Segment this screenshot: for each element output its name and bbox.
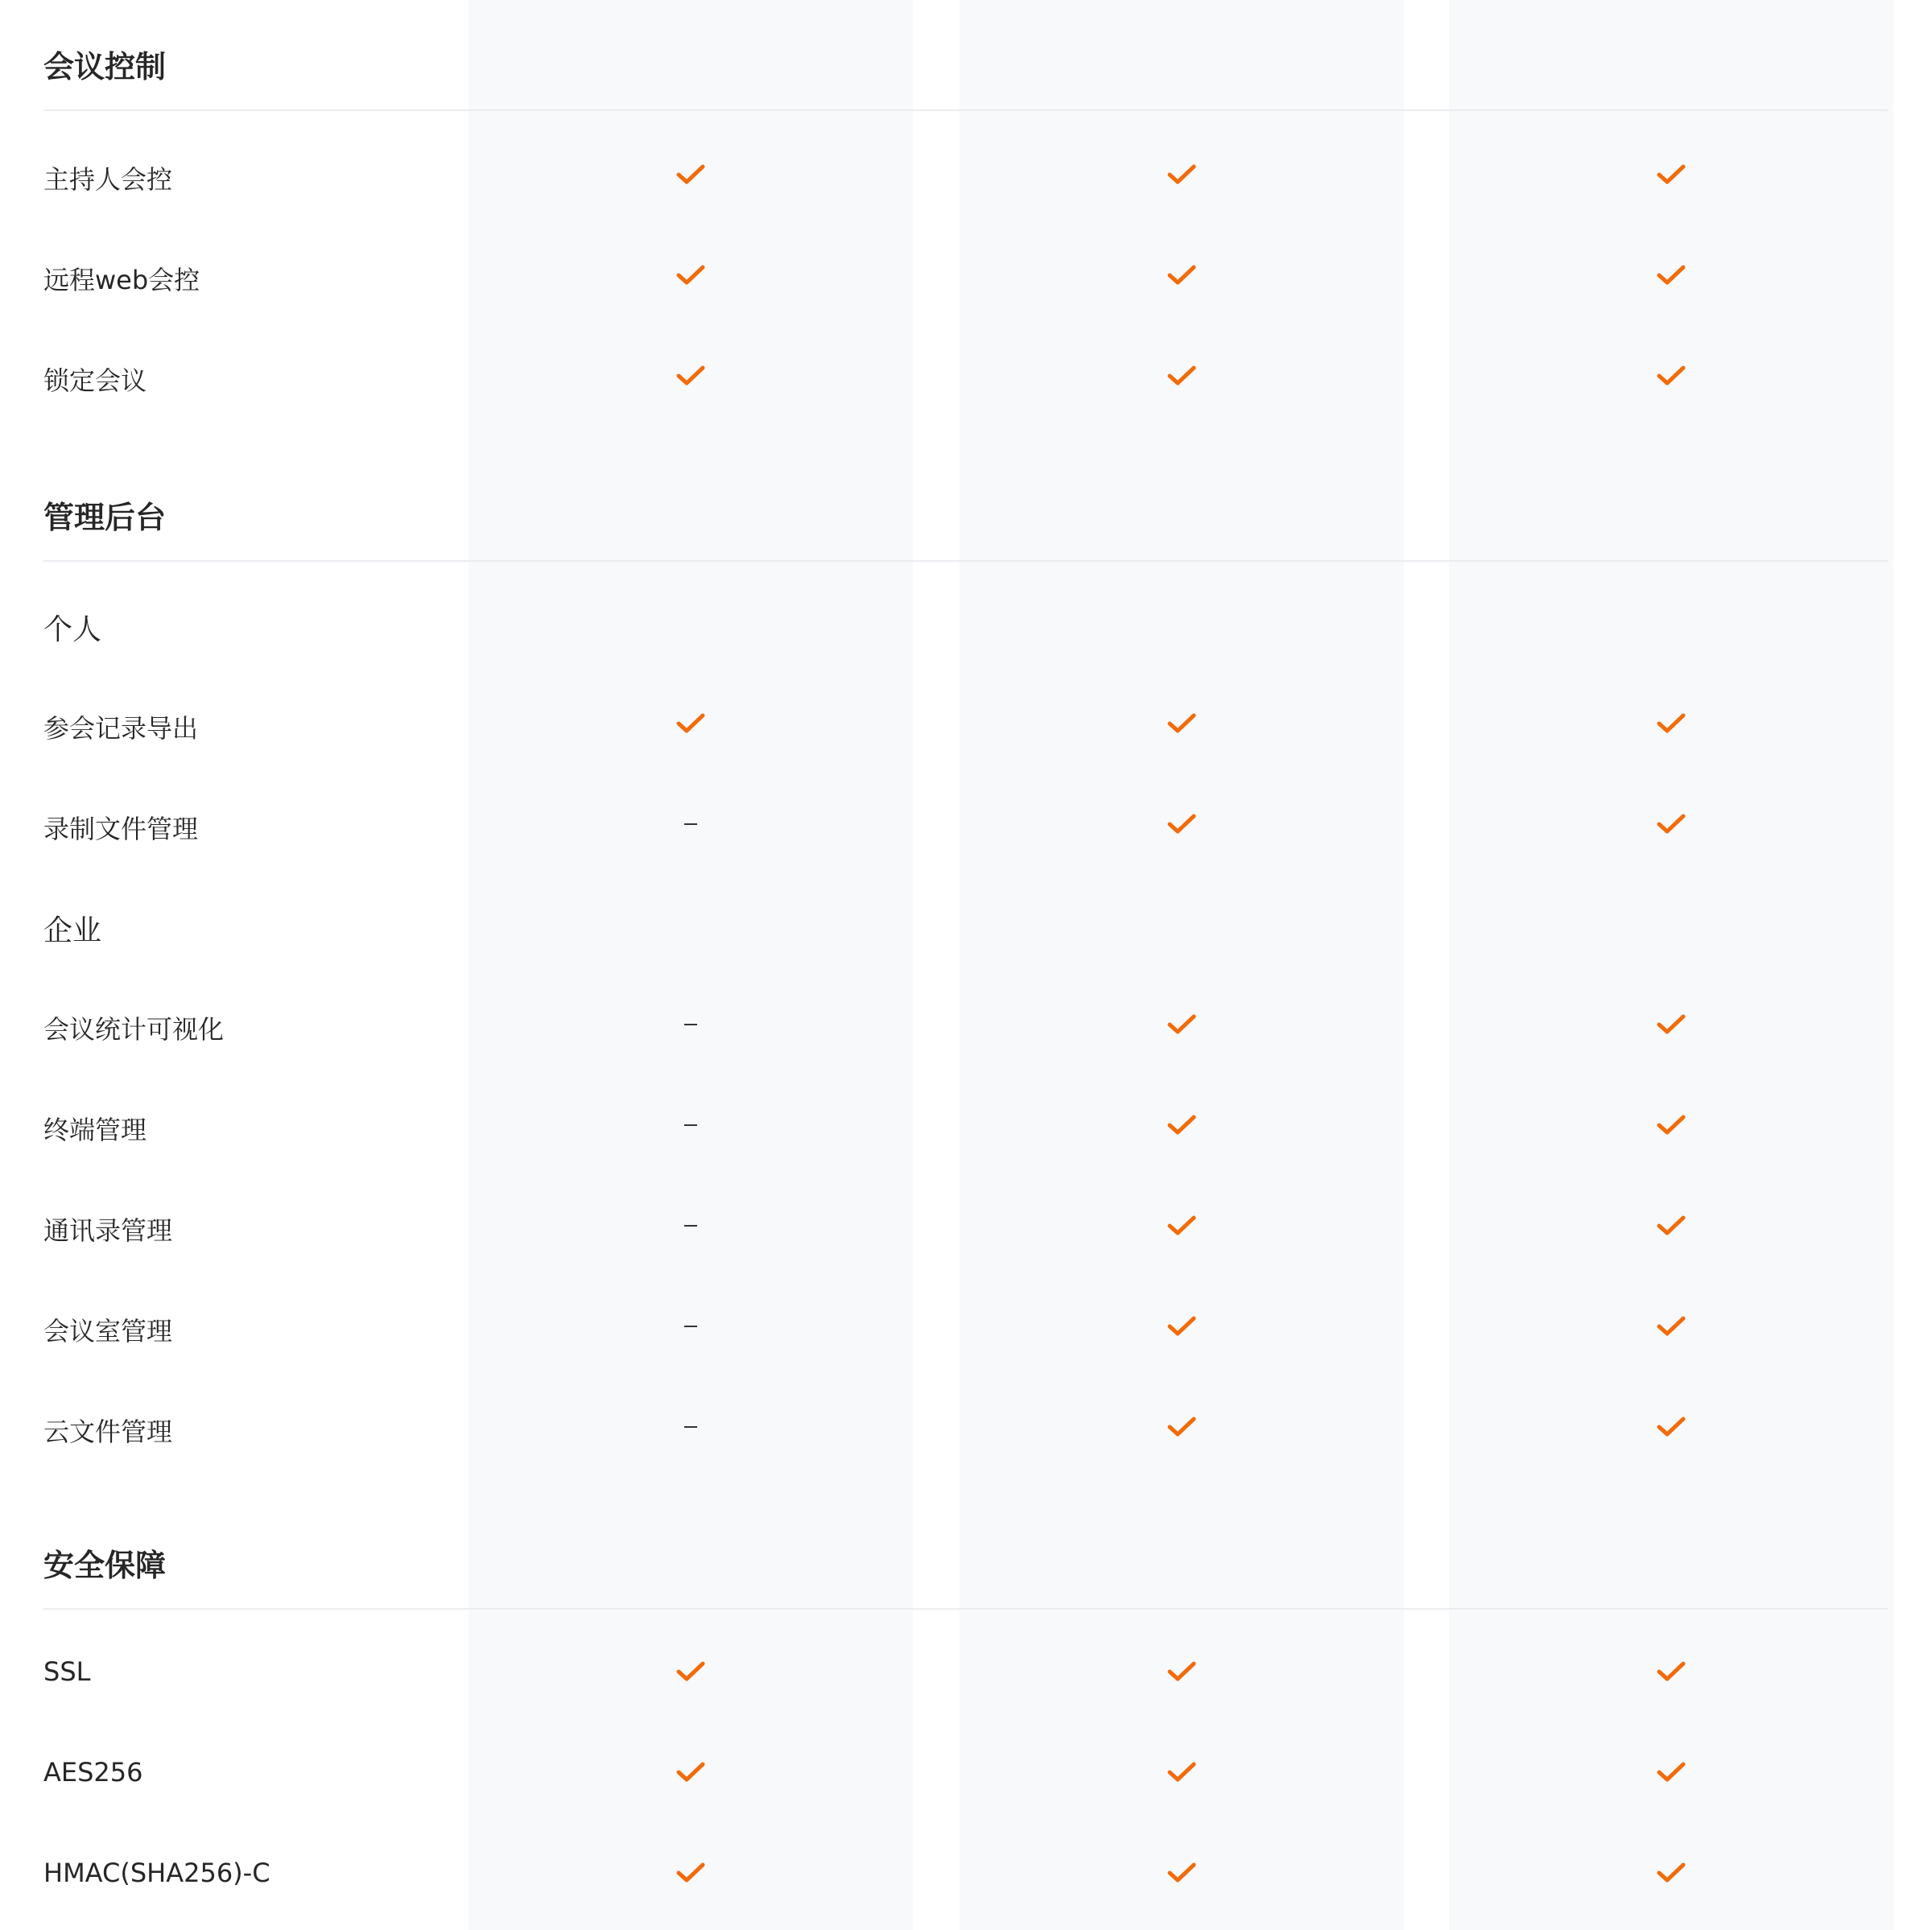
- plan-1-cell: [469, 987, 913, 1062]
- check-icon: [1656, 1660, 1686, 1684]
- feature-label: 云文件管理: [43, 1417, 173, 1447]
- dash-icon: [684, 1426, 697, 1428]
- plan-1-cell: [469, 338, 913, 414]
- section-divider: [43, 1608, 1889, 1610]
- section-title: 管理后台: [43, 500, 167, 535]
- feature-row: [0, 686, 1932, 761]
- plan-2-cell: [960, 1087, 1404, 1163]
- plan-2-cell: [960, 1188, 1404, 1264]
- check-icon: [1166, 1415, 1197, 1439]
- check-icon: [1656, 711, 1686, 736]
- check-icon: [675, 263, 706, 287]
- section-header-meeting-control: [0, 32, 1932, 90]
- plan-2-cell: [960, 686, 1404, 761]
- plan-1-cell: [469, 1634, 913, 1709]
- plan-3-cell: [1449, 686, 1893, 761]
- feature-row: [0, 987, 1932, 1062]
- feature-label: 会议室管理: [43, 1316, 173, 1346]
- dash-icon: [684, 1124, 697, 1126]
- dash-icon: [684, 823, 697, 825]
- plan-2-cell: [960, 1734, 1404, 1810]
- check-icon: [1656, 1314, 1686, 1338]
- check-icon: [675, 1660, 706, 1684]
- check-icon: [1656, 364, 1686, 388]
- plan-3-cell: [1449, 1734, 1893, 1810]
- plan-3-cell: [1449, 1835, 1893, 1911]
- plan-3-cell: [1449, 338, 1893, 414]
- feature-row: [0, 1389, 1932, 1465]
- dash-icon: [684, 1326, 697, 1327]
- group-header-enterprise: [0, 897, 1932, 955]
- check-icon: [675, 711, 706, 736]
- plan-1-cell: [469, 1389, 913, 1465]
- plan-3-cell: [1449, 137, 1893, 212]
- plan-2-cell: [960, 237, 1404, 313]
- plan-2-cell: [960, 1835, 1404, 1911]
- feature-label: 主持人会控: [43, 164, 173, 195]
- plan-1-cell: [469, 237, 913, 313]
- check-icon: [1166, 1660, 1197, 1684]
- check-icon: [1166, 263, 1197, 287]
- feature-label: 远程web会控: [43, 265, 200, 295]
- check-icon: [1166, 1760, 1197, 1784]
- check-icon: [675, 1861, 706, 1885]
- feature-label: 锁定会议: [43, 365, 147, 396]
- feature-row: [0, 786, 1932, 862]
- section-title: 会议控制: [43, 49, 167, 85]
- plan-1-cell: [469, 1087, 913, 1163]
- plan-2-cell: [960, 987, 1404, 1062]
- feature-label: 终端管理: [43, 1115, 147, 1145]
- group-title: 企业: [43, 914, 102, 947]
- plan-1-cell: [469, 786, 913, 862]
- plan-3-cell: [1449, 1087, 1893, 1163]
- plan-3-cell: [1449, 1289, 1893, 1364]
- feature-row: [0, 1634, 1932, 1709]
- plan-2-cell: [960, 1634, 1404, 1709]
- plan-2-cell: [960, 338, 1404, 414]
- check-icon: [1166, 711, 1197, 736]
- feature-label: 会议统计可视化: [43, 1014, 225, 1045]
- check-icon: [1166, 812, 1197, 836]
- check-icon: [1656, 1113, 1686, 1137]
- feature-label: 参会记录导出: [43, 713, 199, 744]
- check-icon: [1656, 1760, 1686, 1784]
- plan-3-cell: [1449, 1188, 1893, 1264]
- plan-3-cell: [1449, 786, 1893, 862]
- feature-row: [0, 237, 1932, 313]
- plan-3-cell: [1449, 237, 1893, 313]
- plan-2-cell: [960, 786, 1404, 862]
- feature-label: SSL: [43, 1656, 91, 1687]
- dash-icon: [684, 1225, 697, 1227]
- feature-row: [0, 1087, 1932, 1163]
- dash-icon: [684, 1024, 697, 1025]
- check-icon: [1656, 163, 1686, 187]
- check-icon: [1656, 1214, 1686, 1238]
- check-icon: [675, 364, 706, 388]
- section-divider: [43, 560, 1889, 562]
- section-divider: [43, 109, 1889, 111]
- plan-2-cell: [960, 137, 1404, 212]
- section-title: 安全保障: [43, 1548, 167, 1583]
- check-icon: [1656, 1012, 1686, 1037]
- check-icon: [675, 1760, 706, 1784]
- plan-1-cell: [469, 1835, 913, 1911]
- plan-3-cell: [1449, 1634, 1893, 1709]
- check-icon: [1166, 1113, 1197, 1137]
- plan-2-cell: [960, 1389, 1404, 1465]
- plan-1-cell: [469, 686, 913, 761]
- feature-row: [0, 137, 1932, 212]
- plan-1-cell: [469, 1188, 913, 1264]
- check-icon: [1166, 364, 1197, 388]
- check-icon: [1656, 812, 1686, 836]
- check-icon: [1166, 1861, 1197, 1885]
- check-icon: [1166, 1214, 1197, 1238]
- section-header-admin-backend: [0, 483, 1932, 541]
- check-icon: [675, 163, 706, 187]
- feature-row: [0, 1835, 1932, 1911]
- check-icon: [1166, 1314, 1197, 1338]
- feature-label: AES256: [43, 1757, 143, 1788]
- feature-row: [0, 1188, 1932, 1264]
- feature-row: [0, 338, 1932, 414]
- check-icon: [1656, 1861, 1686, 1885]
- plan-3-cell: [1449, 1389, 1893, 1465]
- feature-row: [0, 1734, 1932, 1810]
- plan-2-cell: [960, 1289, 1404, 1364]
- plan-3-cell: [1449, 987, 1893, 1062]
- feature-label: 通讯录管理: [43, 1215, 173, 1246]
- group-title: 个人: [43, 613, 102, 646]
- check-icon: [1656, 263, 1686, 287]
- feature-label: 录制文件管理: [43, 814, 199, 844]
- feature-row: [0, 1289, 1932, 1364]
- group-header-personal: [0, 596, 1932, 654]
- plan-1-cell: [469, 137, 913, 212]
- check-icon: [1166, 163, 1197, 187]
- check-icon: [1166, 1012, 1197, 1037]
- plan-1-cell: [469, 1734, 913, 1810]
- feature-label: HMAC(SHA256)-C: [43, 1858, 270, 1888]
- section-header-security: [0, 1531, 1932, 1589]
- plan-1-cell: [469, 1289, 913, 1364]
- check-icon: [1656, 1415, 1686, 1439]
